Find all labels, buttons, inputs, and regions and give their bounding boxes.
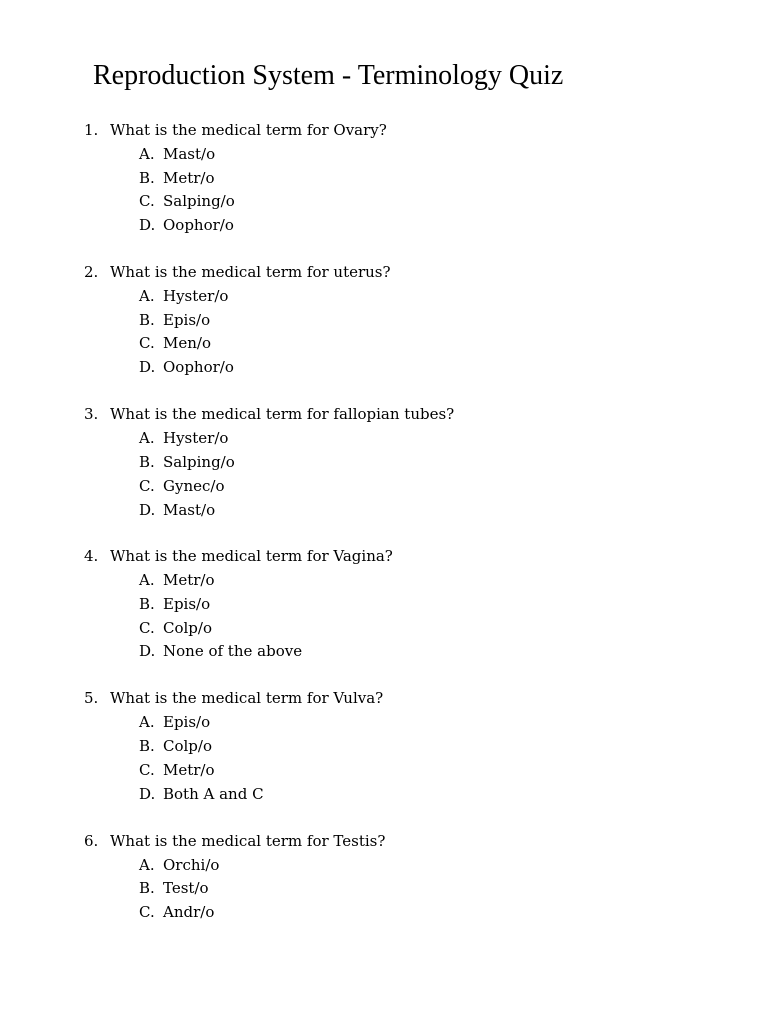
option-text: Metr/o xyxy=(163,571,215,589)
option-letter: C. xyxy=(139,477,155,495)
question-text: What is the medical term for Ovary? xyxy=(110,121,387,139)
option-letter: A. xyxy=(139,856,155,874)
option-text: Men/o xyxy=(163,334,211,352)
question-number: 4. xyxy=(84,547,99,565)
option-letter: D. xyxy=(139,501,156,519)
option-text: Test/o xyxy=(163,879,209,897)
option-text: Mast/o xyxy=(163,145,216,163)
option-letter: C. xyxy=(139,903,155,921)
option-text: Metr/o xyxy=(163,169,215,187)
question-number: 5. xyxy=(84,689,99,707)
option-letter: A. xyxy=(139,145,155,163)
question-text: What is the medical term for Vagina? xyxy=(110,547,393,565)
option-text: Salping/o xyxy=(163,453,235,471)
option-letter: B. xyxy=(139,169,155,187)
option-letter: B. xyxy=(139,879,155,897)
option-letter: D. xyxy=(139,216,156,234)
question-number: 3. xyxy=(84,405,99,423)
option-text: Oophor/o xyxy=(163,216,234,234)
option-letter: C. xyxy=(139,192,155,210)
option-text: Both A and C xyxy=(163,785,264,803)
option-letter: A. xyxy=(139,571,155,589)
option-text: Epis/o xyxy=(163,311,211,329)
question-number: 6. xyxy=(84,832,99,850)
option-letter: A. xyxy=(139,287,155,305)
option-letter: C. xyxy=(139,619,155,637)
option-text: Metr/o xyxy=(163,761,215,779)
option-letter: A. xyxy=(139,713,155,731)
option-text: Salping/o xyxy=(163,192,235,210)
question-text: What is the medical term for uterus? xyxy=(110,263,391,281)
page-title: Reproduction System - Terminology Quiz xyxy=(93,60,564,91)
option-text: Colp/o xyxy=(163,737,212,755)
question-number: 2. xyxy=(84,263,99,281)
option-letter: D. xyxy=(139,785,156,803)
option-text: Andr/o xyxy=(163,903,215,921)
option-letter: B. xyxy=(139,595,155,613)
option-text: Hyster/o xyxy=(163,429,229,447)
question-text: What is the medical term for fallopian tubes? xyxy=(110,405,455,423)
option-letter: C. xyxy=(139,334,155,352)
option-letter: B. xyxy=(139,311,155,329)
option-letter: B. xyxy=(139,737,155,755)
option-text: Oophor/o xyxy=(163,358,234,376)
option-text: None of the above xyxy=(163,642,303,660)
option-text: Colp/o xyxy=(163,619,212,637)
option-letter: A. xyxy=(139,429,155,447)
option-text: Hyster/o xyxy=(163,287,229,305)
question-text: What is the medical term for Testis? xyxy=(110,832,386,850)
question-text: What is the medical term for Vulva? xyxy=(110,689,384,707)
option-text: Orchi/o xyxy=(163,856,220,874)
option-text: Epis/o xyxy=(163,713,211,731)
option-letter: C. xyxy=(139,761,155,779)
question-number: 1. xyxy=(84,121,99,139)
option-letter: D. xyxy=(139,642,156,660)
option-letter: B. xyxy=(139,453,155,471)
option-letter: D. xyxy=(139,358,156,376)
option-text: Gynec/o xyxy=(163,477,225,495)
option-text: Mast/o xyxy=(163,501,216,519)
option-text: Epis/o xyxy=(163,595,211,613)
